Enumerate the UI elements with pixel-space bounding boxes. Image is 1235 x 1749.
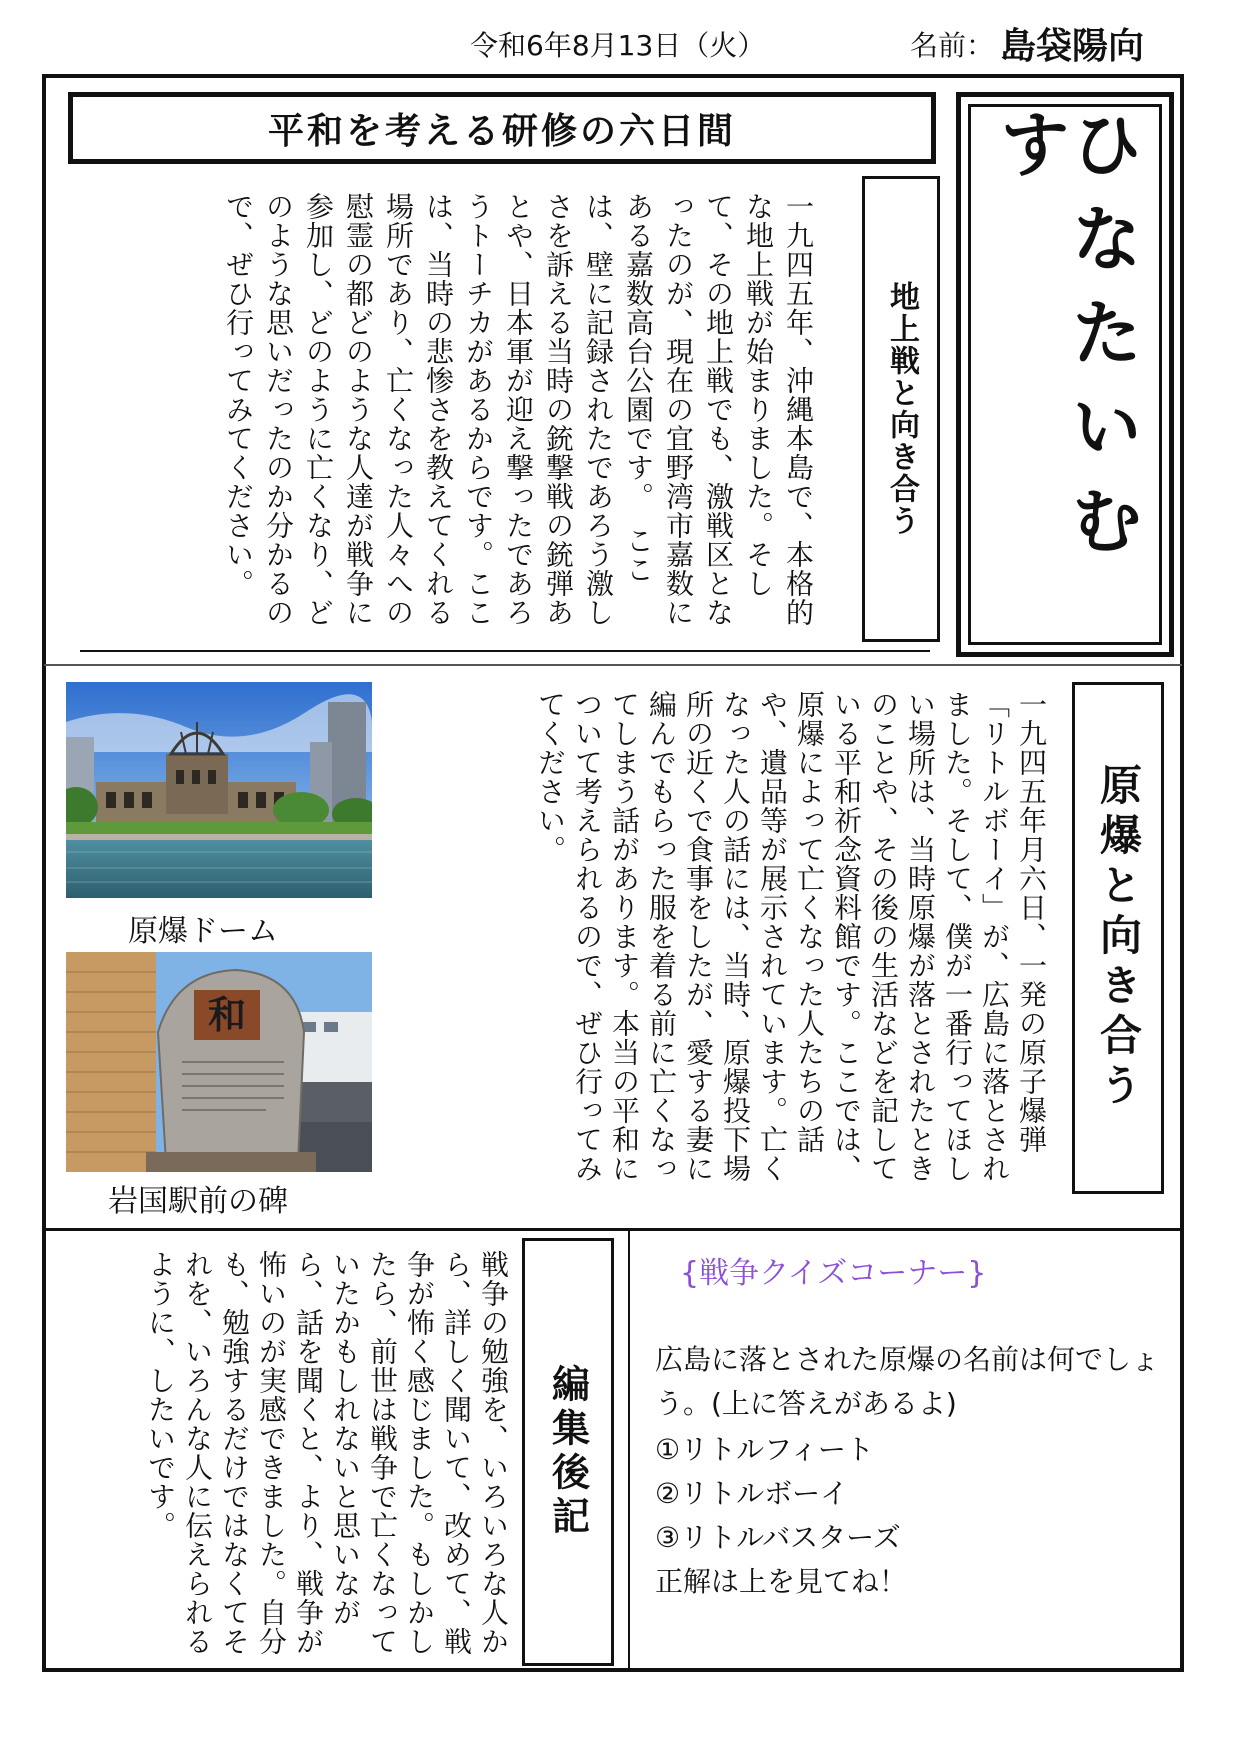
divider-quiz [628,1230,630,1670]
masthead [968,104,1162,645]
photo-caption-dome: 原爆ドーム [128,914,278,949]
section2-heading: 原爆と向き合う [1094,763,1143,1113]
afterword-body: 戦争の勉強を、いろいろな人から、詳しく聞いて、改めて、戦争が怖く感じました。もしかしたら、前世は戦争で亡くなっていたかもしれないと思いながら、話を聞くと、より、戦争が怖いのが実感できました。自分も、勉強するだけではなくてそれを、いろんな人に伝えられるように、したいです。 [144,1250,510,1656]
quiz-option-1: ①リトルフィート [655,1433,874,1466]
section2-heading-box [1072,682,1164,1194]
page-title: 平和を考える研修の六日間 [68,92,936,164]
issue-date: 令和6年8月13日（火） [470,29,766,62]
quiz-answer-note: 正解は上を見てね！ [655,1565,908,1598]
quiz-option-2: ②リトルボーイ [655,1477,849,1510]
masthead-title: ひなたいむす [987,107,1143,577]
quiz-option-3: ③リトルバスターズ [655,1521,901,1554]
photo-genbaku-dome [66,682,372,898]
section1-body: 一九四五年、沖縄本島で、本格的な地上戦が始まりました。そして、その地上戦でも、激戦区となったのが、現在の宜野湾市嘉数にある嘉数高台公園です。 ここは、壁に記録されたであろう激しさを訴える当時の銃撃戦の銃弾あとや、日本軍が迎え撃ったであろうトーチカがあるからです。ここは、当時の悲惨さを教えてくれる場所であり、亡くなった人々への慰霊の都どのような人達が戦争に参加し、どのように亡くなり、どのような思いだったのか分かるので、ぜひ行ってみてください。 [222,192,815,627]
svg-text:和: 和 [207,992,247,1037]
photo-iwakuni-monument [66,952,372,1172]
section2-body: 一九四五年月六日、一発の原子爆弾「リトルボーイ」が、広島に落とされました。そして、僕が一番行ってほしい場所は、当時原爆が落とされたときのことや、その後の生活などを記している平和祈念資料館です。ここでは、原爆によって亡くなった人たちの話や、遺品等が展示されています。亡くなった人の話には、当時、原爆投下場所の近くで食事をしたが、愛する妻に編んでもらった服を着る前に亡くなってしまう話があります。本当の平和について考えられるので、ぜひ行ってみてください。 [534,690,1048,1183]
afterword-heading-box [522,1238,614,1666]
name-label: 名前： [910,29,995,62]
divider-bottom-section [44,1228,1182,1231]
afterword-heading: 編集後記 [545,1364,591,1540]
section1-heading-box [862,176,940,642]
section1-heading: 地上戦と向き合う [884,281,919,537]
divider-upper [44,664,1182,666]
divider-top-section [80,650,930,652]
author-name: 島袋陽向 [1000,26,1145,67]
photo-caption-monument: 岩国駅前の碑 [108,1184,288,1219]
quiz-title: {戦争クイズコーナー} [680,1256,987,1291]
monument-illustration [66,952,372,1172]
genbaku-dome-illustration [66,682,372,898]
quiz-question: 広島に落とされた原爆の名前は何でしょう。(上に答えがあるよ) [655,1343,1160,1420]
